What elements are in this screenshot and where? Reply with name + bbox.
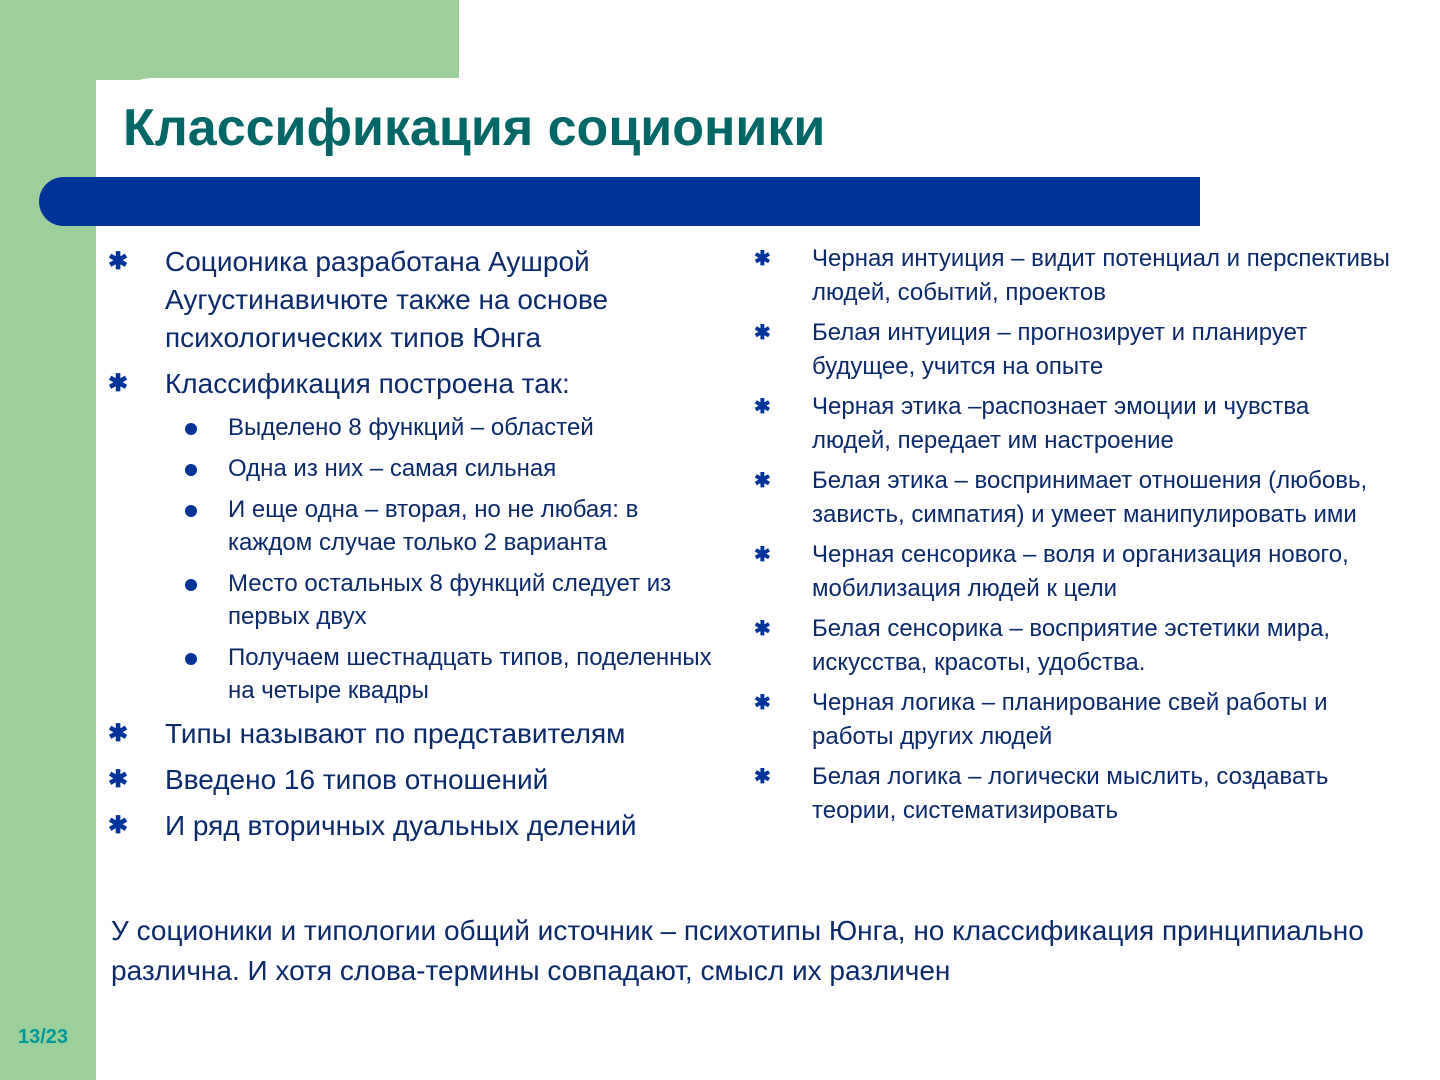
asterisk-bullet-icon: ✱ <box>754 322 771 344</box>
bullet-text: Белая сенсорика – восприятие эстетики мира, искусства, красоты, удобства. <box>812 615 1331 676</box>
sub-bullet-1 <box>108 411 728 444</box>
sub-bullet-4 <box>108 567 728 633</box>
asterisk-bullet-icon: ✱ <box>108 370 129 397</box>
green-side-bar <box>0 0 96 1080</box>
dot-bullet-icon <box>185 505 197 517</box>
asterisk-bullet-icon: ✱ <box>754 692 771 714</box>
asterisk-bullet-icon: ✱ <box>108 812 129 839</box>
sub-bullet-text: Одна из них – самая сильная <box>228 455 557 482</box>
asterisk-bullet-icon: ✱ <box>754 248 771 270</box>
bullet-text: Классификация построена так: <box>165 368 570 399</box>
left-bullet-2 <box>108 365 728 403</box>
sub-bullet-3 <box>108 493 728 559</box>
bullet-text: Белая интуиция – прогнозирует и планирует будущее, учится на опыте <box>812 319 1308 380</box>
right-bullet-7 <box>754 686 1394 754</box>
green-top-band <box>0 0 459 80</box>
title-underline-bar <box>39 177 1200 226</box>
sub-bullet-text: Выделено 8 функций – областей <box>228 414 594 441</box>
left-bullet-1 <box>108 243 728 357</box>
asterisk-bullet-icon: ✱ <box>108 248 129 275</box>
bullet-text: Черная логика – планирование свей работы и работы других людей <box>812 689 1328 750</box>
bullet-text: Белая логика – логически мыслить, создавать теории, систематизировать <box>812 763 1329 824</box>
asterisk-bullet-icon: ✱ <box>754 544 771 566</box>
asterisk-bullet-icon: ✱ <box>754 766 771 788</box>
bullet-text: Белая этика – воспринимает отношения (любовь, зависть, симпатия) и умеет манипулировать ими <box>812 467 1368 528</box>
right-bullet-4 <box>754 464 1394 532</box>
dot-bullet-icon <box>185 653 197 665</box>
dot-bullet-icon <box>185 423 197 435</box>
right-bullet-1 <box>754 242 1394 310</box>
bullet-text: Соционика разработана Аушрой Аугустинавичюте также на основе психологических типов Юнга <box>165 246 609 353</box>
right-bullet-6 <box>754 612 1394 680</box>
right-bullet-8 <box>754 760 1394 828</box>
slide-title: Классификация соционики <box>123 99 826 157</box>
bullet-text: Типы называют по представителям <box>165 718 626 749</box>
sub-bullet-2 <box>108 452 728 485</box>
left-bullet-5 <box>108 807 728 845</box>
right-column <box>754 242 1394 834</box>
bullet-text: И ряд вторичных дуальных делений <box>165 810 637 841</box>
summary-text: У соционики и типологии общий источник – психотипы Юнга, но классификация принципиально различна. И хотя слова-термины совпадают, смысл их различен <box>111 915 1364 986</box>
sub-bullet-text: Место остальных 8 функций следует из первых двух <box>228 570 672 630</box>
asterisk-bullet-icon: ✱ <box>754 618 771 640</box>
sub-bullet-text: Получаем шестнадцать типов, поделенных на четыре квадры <box>228 644 712 704</box>
asterisk-bullet-icon: ✱ <box>754 396 771 418</box>
dot-bullet-icon <box>185 579 197 591</box>
left-bullet-3 <box>108 715 728 753</box>
bullet-text: Черная сенсорика – воля и организация нового, мобилизация людей к цели <box>812 541 1349 602</box>
left-bullet-4 <box>108 761 728 799</box>
sub-bullet-5 <box>108 641 728 707</box>
asterisk-bullet-icon: ✱ <box>108 766 129 793</box>
left-column <box>108 243 728 853</box>
bullet-text: Черная этика –распознает эмоции и чувства людей, передает им настроение <box>812 393 1310 454</box>
right-bullet-5 <box>754 538 1394 606</box>
dot-bullet-icon <box>185 464 197 476</box>
sub-bullet-text: И еще одна – вторая, но не любая: в каждом случае только 2 варианта <box>228 496 639 556</box>
bullet-text: Введено 16 типов отношений <box>165 764 549 795</box>
right-bullet-3 <box>754 390 1394 458</box>
asterisk-bullet-icon: ✱ <box>754 470 771 492</box>
asterisk-bullet-icon: ✱ <box>108 720 129 747</box>
right-bullet-2 <box>754 316 1394 384</box>
page-number: 13/23 <box>18 1026 69 1048</box>
bullet-text: Черная интуиция – видит потенциал и перспективы людей, событий, проектов <box>812 245 1390 306</box>
